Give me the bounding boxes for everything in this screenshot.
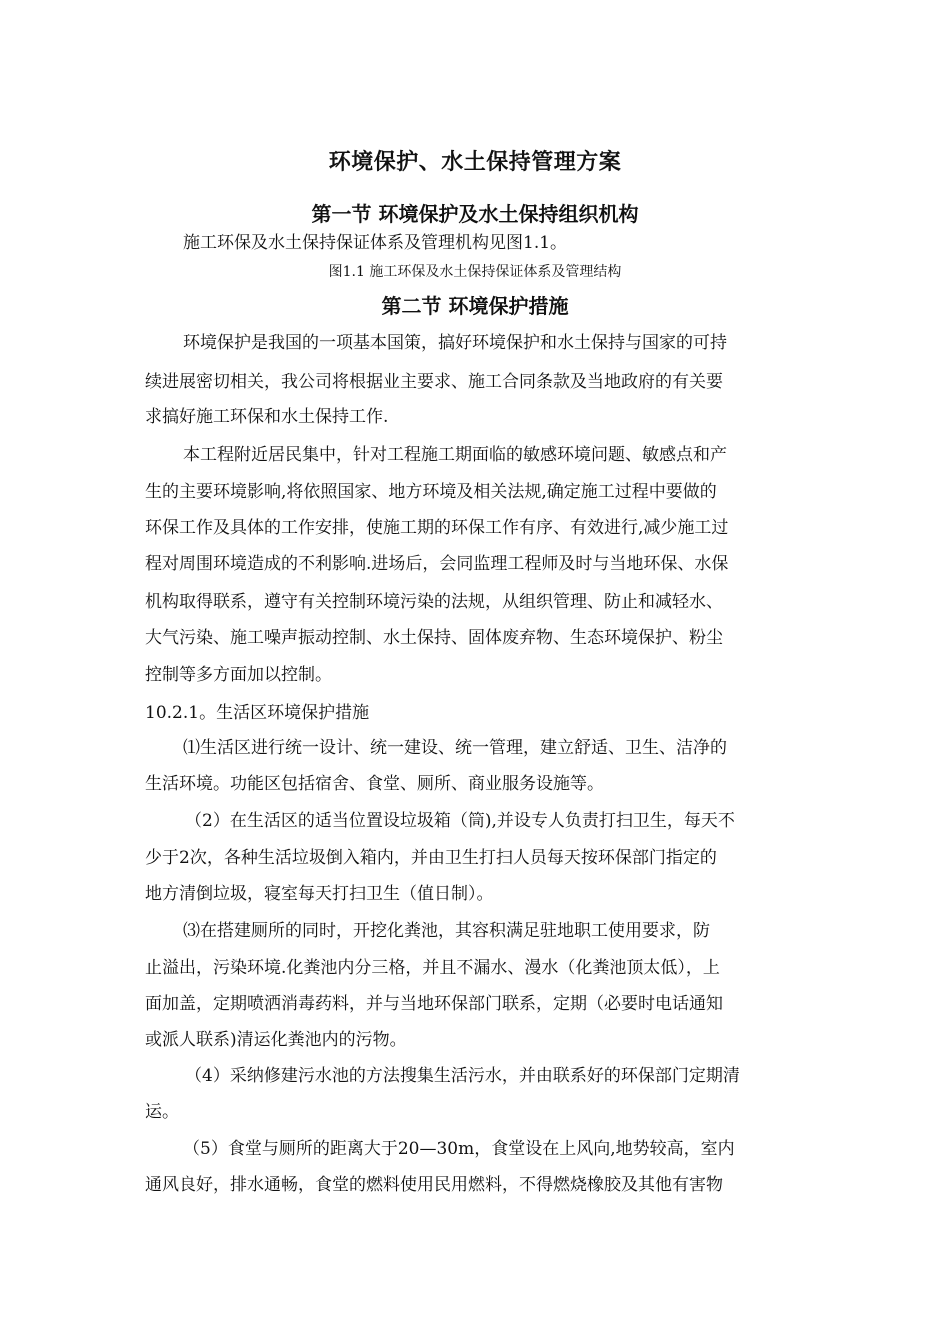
body-line: 本工程附近居民集中，针对工程施工期面临的敏感环境问题、敏感点和产 (183, 445, 727, 465)
section-2-heading: 第二节 环境保护措施 (381, 294, 569, 318)
body-line: 或派人联系)清运化粪池内的污物。 (145, 1030, 407, 1050)
body-line: 大气污染、施工噪声振动控制、水土保持、固体废弃物、生态环境保护、粉尘 (145, 628, 723, 648)
body-line: 通风良好，排水通畅，食堂的燃料使用民用燃料，不得燃烧橡胶及其他有害物 (145, 1175, 723, 1195)
body-line: 地方清倒垃圾，寝室每天打扫卫生（值日制）。 (145, 884, 494, 904)
figure-caption: 图1.1 施工环保及水土保持保证体系及管理结构 (328, 264, 622, 280)
body-line: ⑴生活区进行统一设计、统一建设、统一管理，建立舒适、卫生、洁净的 (183, 738, 727, 758)
body-line: 止溢出，污染环境.化粪池内分三格，并且不漏水、漫水（化粪池顶太低），上 (145, 958, 720, 978)
body-line: 控制等多方面加以控制。 (145, 665, 332, 685)
body-line: 运。 (145, 1102, 179, 1122)
body-line: 环保工作及具体的工作安排，使施工期的环保工作有序、有效进行,减少施工过 (145, 518, 729, 538)
body-line: 面加盖，定期喷洒消毒药料，并与当地环保部门联系，定期（必要时电话通知 (145, 994, 723, 1014)
body-line: 生活环境。功能区包括宿舍、食堂、厕所、商业服务设施等。 (145, 774, 604, 794)
section-1-intro: 施工环保及水土保持保证体系及管理机构见图1.1。 (183, 233, 568, 253)
body-line: （5）食堂与厕所的距离大于20—30m，食堂设在上风向,地势较高，室内 (183, 1139, 735, 1159)
body-line: 少于2次，各种生活垃圾倒入箱内，并由卫生打扫人员每天按环保部门指定的 (145, 848, 717, 868)
body-line: 求搞好施工环保和水土保持工作. (145, 407, 389, 427)
body-line: 生的主要环境影响,将依照国家、地方环境及相关法规,确定施工过程中要做的 (145, 482, 717, 502)
body-line: ⑶在搭建厕所的同时，开挖化粪池，其容积满足驻地职工使用要求，防 (183, 921, 710, 941)
body-line: 续进展密切相关，我公司将根据业主要求、施工合同条款及当地政府的有关要 (145, 372, 723, 392)
document-title: 环境保护、水土保持管理方案 (328, 149, 622, 175)
body-line: （2）在生活区的适当位置设垃圾箱（筒),并设专人负责打扫卫生，每天不 (185, 811, 735, 831)
section-1-heading: 第一节 环境保护及水土保持组织机构 (311, 202, 639, 226)
subsection-heading: 10.2.1。生活区环境保护措施 (145, 703, 370, 723)
body-line: （4）采纳修建污水池的方法搜集生活污水，并由联系好的环保部门定期清 (185, 1066, 740, 1086)
body-line: 环境保护是我国的一项基本国策，搞好环境保护和水土保持与国家的可持 (183, 333, 727, 353)
body-line: 程对周围环境造成的不利影响.进场后，会同监理工程师及时与当地环保、水保 (145, 554, 729, 574)
body-line: 机构取得联系，遵守有关控制环境污染的法规，从组织管理、防止和减轻水、 (145, 592, 723, 612)
